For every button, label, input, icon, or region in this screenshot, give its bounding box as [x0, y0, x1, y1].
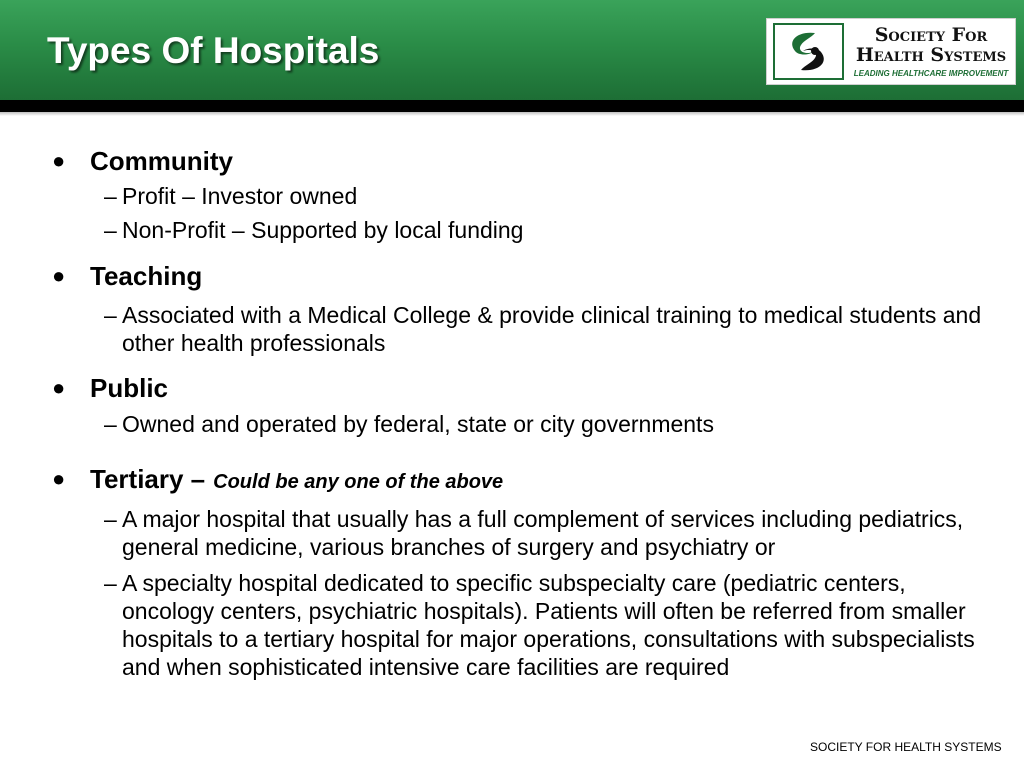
bullet-dot-icon: ●: [52, 148, 66, 173]
bullet-dot-icon: ●: [52, 263, 66, 288]
dash-icon: –: [104, 217, 117, 243]
logo-tagline: LEADING HEALTHCARE IMPROVEMENT: [853, 69, 1009, 78]
header-shadow: [0, 112, 1024, 116]
sub-bullet: [104, 505, 984, 561]
sub-bullet: [104, 410, 984, 438]
bullet-dot-icon: ●: [52, 466, 66, 491]
sub-bullet-text: A major hospital that usually has a full complement of services including pediatrics, general medicine, various branches of surgery and psychiatry or: [122, 506, 964, 560]
bullet-note: Could be any one of the above: [213, 471, 504, 493]
sub-bullet-text: Owned and operated by federal, state or city governments: [122, 411, 714, 437]
bullet-label-text: Tertiary –: [90, 464, 206, 494]
bullet-label: Teaching: [90, 261, 203, 291]
sub-bullet: [104, 569, 984, 681]
sub-bullet: [104, 182, 984, 210]
logo-name-line2: Health Systems: [855, 44, 1007, 66]
footer-text: SOCIETY FOR HEALTH SYSTEMS: [810, 740, 1002, 754]
header-divider: [0, 100, 1024, 112]
sub-bullet-text: Profit – Investor owned: [122, 183, 358, 209]
slide-title: Types Of Hospitals: [47, 30, 380, 71]
dash-icon: –: [104, 570, 117, 596]
dash-icon: –: [104, 302, 117, 328]
logo-name: [851, 25, 1011, 65]
company-logo: [766, 18, 1016, 85]
sub-bullet-text: A specialty hospital dedicated to specific subspecialty care (pediatric centers, oncology centers, psychiatric hospitals). Patients will often be referred from smaller hospitals to a tertiary hospital for major operations, consultations with subspecialists and when sophisticated intensive care facilities are required: [122, 570, 975, 680]
sub-bullet: [104, 301, 984, 357]
bullet-dot-icon: ●: [52, 375, 66, 400]
dash-icon: –: [104, 411, 117, 437]
bullet-label: Public: [90, 373, 169, 403]
dash-icon: –: [104, 506, 117, 532]
bullet-label: [90, 464, 503, 497]
logo-name-line1: Society For: [874, 24, 988, 46]
dash-icon: –: [104, 183, 117, 209]
swoosh-s-icon: [773, 23, 844, 80]
sub-bullet-text: Associated with a Medical College & provide clinical training to medical students and other health professionals: [122, 302, 982, 356]
sub-bullet: [104, 216, 984, 244]
sub-bullet-text: Non-Profit – Supported by local funding: [122, 217, 524, 243]
bullet-label: Community: [90, 146, 233, 176]
